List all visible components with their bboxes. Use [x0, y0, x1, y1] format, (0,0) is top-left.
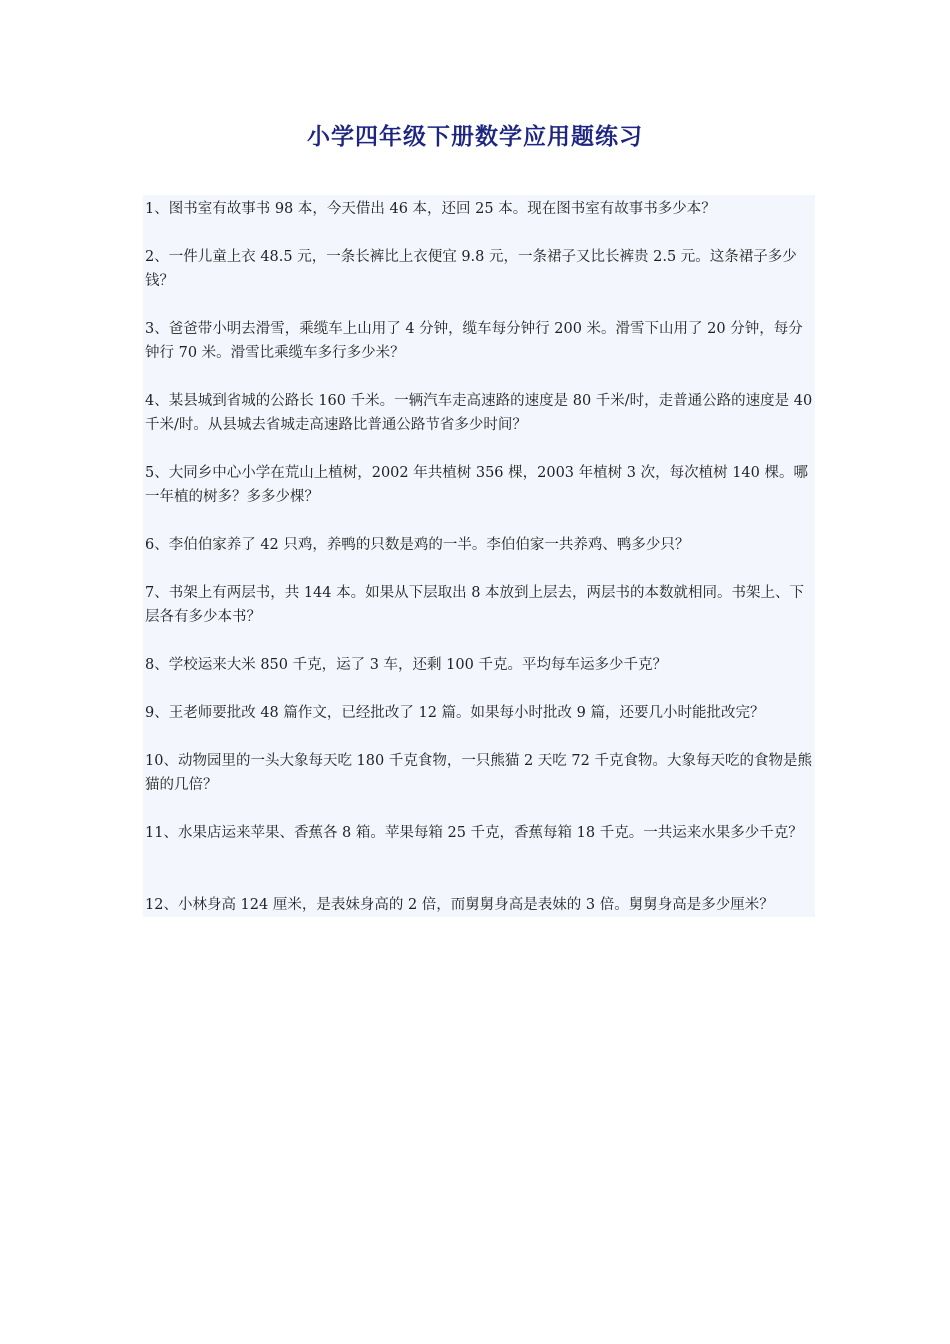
question-item-11: 11、水果店运来苹果、香蕉各 8 箱。苹果每箱 25 千克，香蕉每箱 18 千克。一共运来水果多少千克？	[145, 825, 803, 841]
question-item-3: 3、爸爸带小明去滑雪，乘缆车上山用了 4 分钟，缆车每分钟行 200 米。滑雪下山用了 20 分钟，每分钟行 70 米。滑雪比乘缆车多行多少米？	[145, 321, 803, 361]
page-title: 小学四年级下册数学应用题练习	[307, 124, 643, 150]
question-item-5: 5、大同乡中心小学在荒山上植树，2002 年共植树 356 棵，2003 年植树 3 次，每次植树 140 棵。哪一年植的树多？多多少棵？	[145, 465, 808, 505]
question-item-12: 12、小林身高 124 厘米，是表妹身高的 2 倍，而舅舅身高是表妹的 3 倍。舅舅身高是多少厘米？	[145, 897, 774, 913]
question-item-6: 6、李伯伯家养了 42 只鸡，养鸭的只数是鸡的一半。李伯伯家一共养鸡、鸭多少只？	[145, 537, 690, 553]
question-item-10: 10、动物园里的一头大象每天吃 180 千克食物，一只熊猫 2 天吃 72 千克食物。大象每天吃的食物是熊猫的几倍？	[145, 753, 812, 793]
question-item-9: 9、王老师要批改 48 篇作文，已经批改了 12 篇。如果每小时批改 9 篇，还要几小时能批改完？	[145, 705, 765, 721]
question-item-4: 4、某县城到省城的公路长 160 千米。一辆汽车走高速路的速度是 80 千米/时，走普通公路的速度是 40 千米/时。从县城去省城走高速路比普通公路节省多少时间？	[145, 393, 813, 433]
question-item-8: 8、学校运来大米 850 千克，运了 3 车，还剩 100 千克。平均每车运多少千克？	[145, 657, 667, 673]
question-item-7: 7、书架上有两层书，共 144 本。如果从下层取出 8 本放到上层去，两层书的本数就相同。书架上、下层各有多少本书？	[145, 585, 805, 625]
question-item-1: 1、图书室有故事书 98 本，今天借出 46 本，还回 25 本。现在图书室有故事书多少本？	[145, 201, 716, 217]
question-item-2: 2、一件儿童上衣 48.5 元，一条长裤比上衣便宜 9.8 元，一条裙子又比长裤贵 2.5 元。这条裙子多少钱？	[145, 249, 797, 289]
question-list	[143, 195, 815, 917]
